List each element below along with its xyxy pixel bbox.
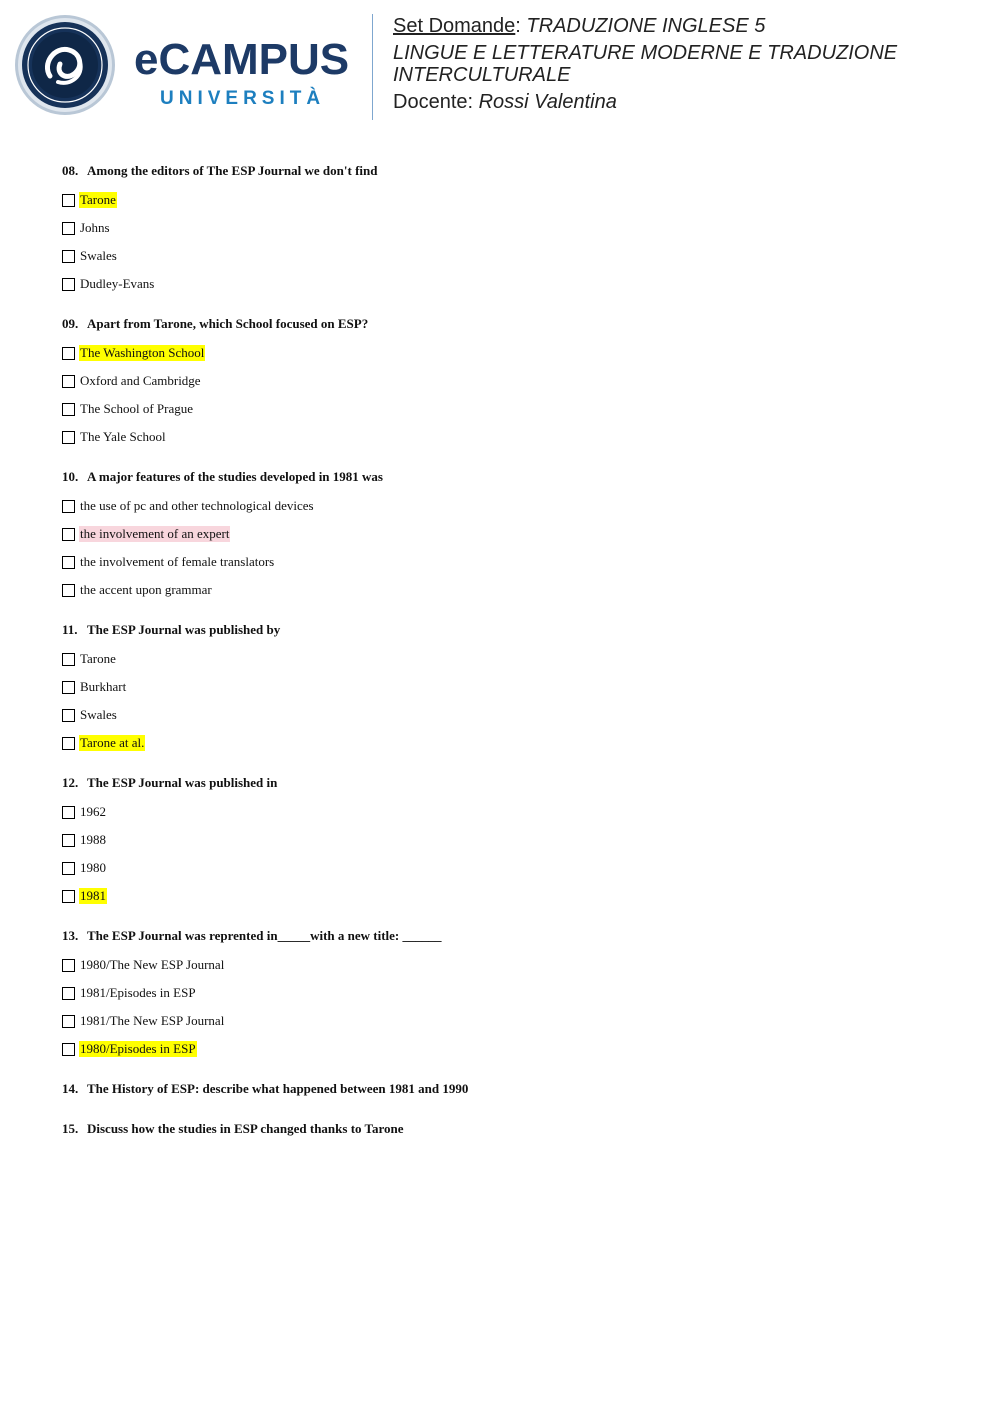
answer-option[interactable] <box>62 492 942 520</box>
answer-option[interactable] <box>62 520 942 548</box>
answer-option[interactable] <box>62 673 942 701</box>
option-checkbox[interactable] <box>62 709 75 722</box>
question-7 <box>62 1080 942 1098</box>
answer-option[interactable] <box>62 882 942 910</box>
answer-option[interactable] <box>62 1035 942 1063</box>
set-value: TRADUZIONE INGLESE 5 <box>526 15 766 37</box>
question-8 <box>62 1120 942 1138</box>
question-title <box>62 1120 942 1138</box>
option-label: 1981/The New ESP Journal <box>80 1013 225 1028</box>
answer-option[interactable] <box>62 1007 942 1035</box>
option-label: The Washington School <box>80 345 205 360</box>
option-checkbox[interactable] <box>62 556 75 569</box>
answer-option[interactable] <box>62 854 942 882</box>
set-label: Set Domande <box>393 15 516 37</box>
question-title <box>62 621 942 639</box>
question-3 <box>62 468 942 604</box>
question-text: The ESP Journal was reprented in_____with a new title: ______ <box>87 928 442 943</box>
option-label: 1980 <box>80 860 106 875</box>
question-2 <box>62 315 942 451</box>
answer-option[interactable] <box>62 270 942 298</box>
question-list <box>62 162 942 1160</box>
option-checkbox[interactable] <box>62 194 75 207</box>
option-label: Tarone at al. <box>80 735 145 750</box>
option-label: the involvement of an expert <box>80 526 230 541</box>
option-label: 1962 <box>80 804 106 819</box>
option-label: Tarone <box>80 651 116 666</box>
answer-option[interactable] <box>62 242 942 270</box>
option-checkbox[interactable] <box>62 987 75 1000</box>
question-title <box>62 315 942 333</box>
answer-option[interactable] <box>62 951 942 979</box>
option-label: 1981/Episodes in ESP <box>80 985 196 1000</box>
answer-option[interactable] <box>62 339 942 367</box>
set-line <box>393 14 913 38</box>
question-title <box>62 774 942 792</box>
question-4 <box>62 621 942 757</box>
option-checkbox[interactable] <box>62 278 75 291</box>
answer-option[interactable] <box>62 645 942 673</box>
option-label: 1980/The New ESP Journal <box>80 957 225 972</box>
question-number: 15. <box>62 1121 79 1136</box>
option-checkbox[interactable] <box>62 737 75 750</box>
question-text: A major features of the studies developed in 1981 was <box>87 469 383 484</box>
option-label: The Yale School <box>80 429 166 444</box>
option-label: the accent upon grammar <box>80 582 212 597</box>
question-6 <box>62 927 942 1063</box>
answer-option[interactable] <box>62 423 942 451</box>
question-number: 12. <box>62 775 79 790</box>
answer-option[interactable] <box>62 798 942 826</box>
brand-subtitle: UNIVERSITÀ <box>160 88 326 109</box>
question-title <box>62 927 942 945</box>
option-checkbox[interactable] <box>62 1043 75 1056</box>
brand-wordmark: eCAMPUS <box>134 35 350 84</box>
option-checkbox[interactable] <box>62 403 75 416</box>
option-checkbox[interactable] <box>62 959 75 972</box>
option-checkbox[interactable] <box>62 806 75 819</box>
question-number: 14. <box>62 1081 79 1096</box>
answer-option[interactable] <box>62 729 942 757</box>
answer-option[interactable] <box>62 826 942 854</box>
teacher-label: Docente: <box>393 91 479 113</box>
option-label: Oxford and Cambridge <box>80 373 201 388</box>
answer-option[interactable] <box>62 548 942 576</box>
question-number: 08. <box>62 163 79 178</box>
answer-option[interactable] <box>62 367 942 395</box>
option-checkbox[interactable] <box>62 1015 75 1028</box>
question-1 <box>62 162 942 298</box>
option-checkbox[interactable] <box>62 500 75 513</box>
question-text: Among the editors of The ESP Journal we don't find <box>87 163 378 178</box>
teacher-line <box>393 90 913 114</box>
answer-option[interactable] <box>62 186 942 214</box>
question-number: 13. <box>62 928 79 943</box>
question-title <box>62 468 942 486</box>
option-checkbox[interactable] <box>62 584 75 597</box>
option-checkbox[interactable] <box>62 347 75 360</box>
answer-option[interactable] <box>62 214 942 242</box>
option-checkbox[interactable] <box>62 862 75 875</box>
option-checkbox[interactable] <box>62 375 75 388</box>
question-number: 10. <box>62 469 79 484</box>
option-label: Dudley-Evans <box>80 276 155 291</box>
option-checkbox[interactable] <box>62 681 75 694</box>
answer-option[interactable] <box>62 576 942 604</box>
question-text: The ESP Journal was published in <box>87 775 278 790</box>
university-seal-logo <box>14 14 116 116</box>
question-number: 11. <box>62 622 78 637</box>
question-text: Discuss how the studies in ESP changed thanks to Tarone <box>87 1121 404 1136</box>
option-checkbox[interactable] <box>62 222 75 235</box>
question-5 <box>62 774 942 910</box>
option-label: Swales <box>80 248 117 263</box>
option-checkbox[interactable] <box>62 528 75 541</box>
option-label: Tarone <box>80 192 116 207</box>
option-label: 1988 <box>80 832 106 847</box>
answer-option[interactable] <box>62 395 942 423</box>
course-name: LINGUE E LETTERATURE MODERNE E TRADUZIONE INTERCULTURALE <box>393 42 898 86</box>
option-label: The School of Prague <box>80 401 194 416</box>
question-title <box>62 162 942 180</box>
teacher-name: Rossi Valentina <box>478 91 617 113</box>
option-label: Johns <box>80 220 110 235</box>
option-checkbox[interactable] <box>62 890 75 903</box>
option-checkbox[interactable] <box>62 653 75 666</box>
option-label: 1980/Episodes in ESP <box>80 1041 196 1056</box>
option-label: the involvement of female translators <box>80 554 275 569</box>
answer-option[interactable] <box>62 979 942 1007</box>
question-text: The ESP Journal was published by <box>87 622 281 637</box>
question-text: Apart from Tarone, which School focused on ESP? <box>87 316 369 331</box>
option-label: Burkhart <box>80 679 127 694</box>
option-label: 1981 <box>80 888 106 903</box>
question-number: 09. <box>62 316 79 331</box>
question-title <box>62 1080 942 1098</box>
question-text: The History of ESP: describe what happened between 1981 and 1990 <box>87 1081 469 1096</box>
answer-option[interactable] <box>62 701 942 729</box>
set-separator: : <box>515 15 527 37</box>
header-info <box>393 14 913 114</box>
option-label: the use of pc and other technological devices <box>80 498 314 513</box>
option-checkbox[interactable] <box>62 250 75 263</box>
header-divider <box>372 14 373 120</box>
option-checkbox[interactable] <box>62 834 75 847</box>
option-label: Swales <box>80 707 117 722</box>
option-checkbox[interactable] <box>62 431 75 444</box>
